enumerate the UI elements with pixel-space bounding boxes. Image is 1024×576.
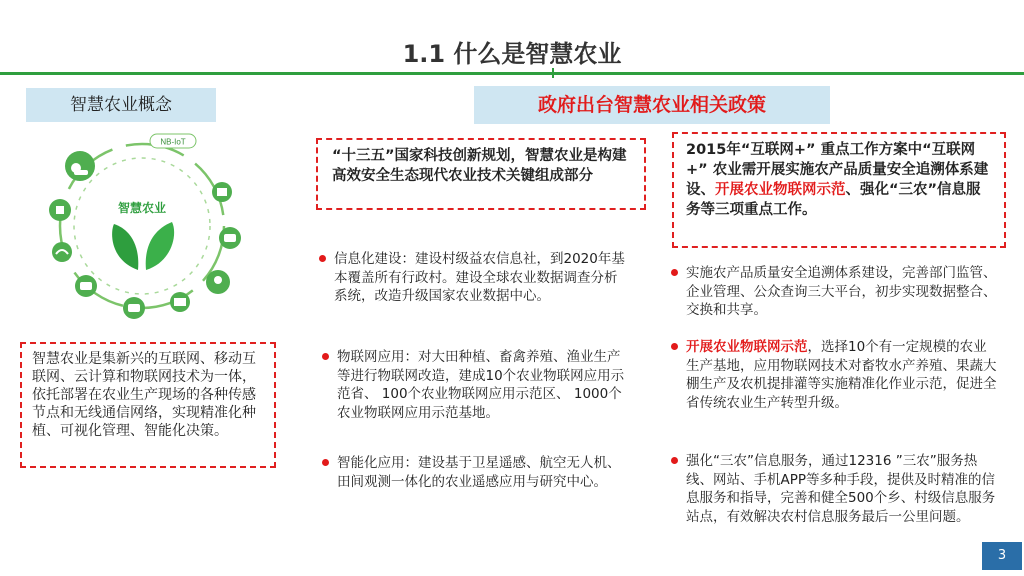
definition-box: 智慧农业是集新兴的互联网、移动互联网、云计算和物联网技术为一体，依托部署在农业生产现场的各种传感节点和无线通信网络，实现精准化种植、可视化管理、智能化决策。 [20, 342, 276, 468]
mid-highlight-box: “十三五”国家科技创新规划，智慧农业是构建高效安全生态现代农业技术关键组成部分 [316, 138, 646, 210]
mid-bullet-text: 智能化应用：建设基于卫星遥感、航空无人机、田间观测一体化的农业遥感应用与研究中心。 [337, 455, 621, 490]
right-highlight-text-1: 2015年“互联网+” 重点工作方案中“互联网+” 农业需开展实施农产品质量安全追溯体系建设、 [686, 142, 989, 198]
right-highlight-text-2: 、强化“三农”信息服务等三项重点工作。 [686, 182, 981, 218]
inner-ring [74, 158, 210, 294]
bullet-dot-icon [671, 457, 678, 464]
right-bullet-text: 强化“三农”信息服务，通过12316 ”三农”服务热线、网站、手机APP等多种手段，提供及时精准的信息服务和指导，完善和健全500个乡、村级信息服务站点，有效解决农村信息服务最后一公里问题。 [686, 453, 996, 525]
title-divider [0, 72, 1024, 75]
wifi-icon [52, 242, 72, 262]
bullet-dot-icon [671, 269, 678, 276]
right-highlight-box [672, 132, 1006, 248]
policy-label: 政府出台智慧农业相关政策 [474, 86, 830, 124]
concept-label: 智慧农业概念 [26, 88, 216, 122]
bullet-dot-icon [322, 353, 329, 360]
mid-bullet-intelligent [337, 454, 627, 491]
right-highlight-red: 开展农业物联网示范 [715, 182, 846, 198]
page-title: 1.1 什么是智慧农业 [402, 40, 622, 68]
mid-bullet-informatization [334, 250, 626, 306]
right-bullet-text: 实施农产品质量安全追溯体系建设，完善部门监管、企业管理、公众查询三大平台，初步实现数据整合、交换和共享。 [686, 265, 997, 318]
right-bullet-iot-demo [686, 338, 998, 412]
page-number: 3 [982, 542, 1022, 570]
mid-bullet-text: 物联网应用：对大田种植、畜禽养殖、渔业生产等进行物联网改造，建成10个农业物联网应用示范省、 100个农业物联网应用示范区、 1000个农业物联网应用示范基地。 [337, 349, 625, 421]
leaf-right-icon [146, 222, 174, 270]
bullet-dot-icon [319, 255, 326, 262]
bullet-dot-icon [671, 343, 678, 350]
smart-agriculture-logo [40, 130, 245, 320]
right-bullet-traceability [686, 264, 998, 320]
right-bullet-text: ，选择10个有一定规模的农业生产基地，应用物联网技术对畜牧水产养殖、果蔬大棚生产及农机提排灌等实施精准化作业示范，促进全省传统农业生产转型升级。 [686, 339, 997, 411]
right-bullet-red: 开展农业物联网示范 [686, 339, 808, 355]
leaf-left-icon [112, 224, 138, 270]
title-divider-tick [552, 68, 554, 78]
right-bullet-services [686, 452, 998, 526]
mid-bullet-text: 信息化建设：建设村级益农信息社，到2020年基本覆盖所有行政村。建设全球农业数据调查分析系统，改造升级国家农业数据中心。 [334, 251, 625, 304]
nbiot-tag-text: NB-IoT [160, 137, 186, 147]
mid-bullet-iot [337, 348, 629, 422]
logo-center-text: 智慧农业 [117, 201, 167, 215]
bullet-dot-icon [322, 459, 329, 466]
